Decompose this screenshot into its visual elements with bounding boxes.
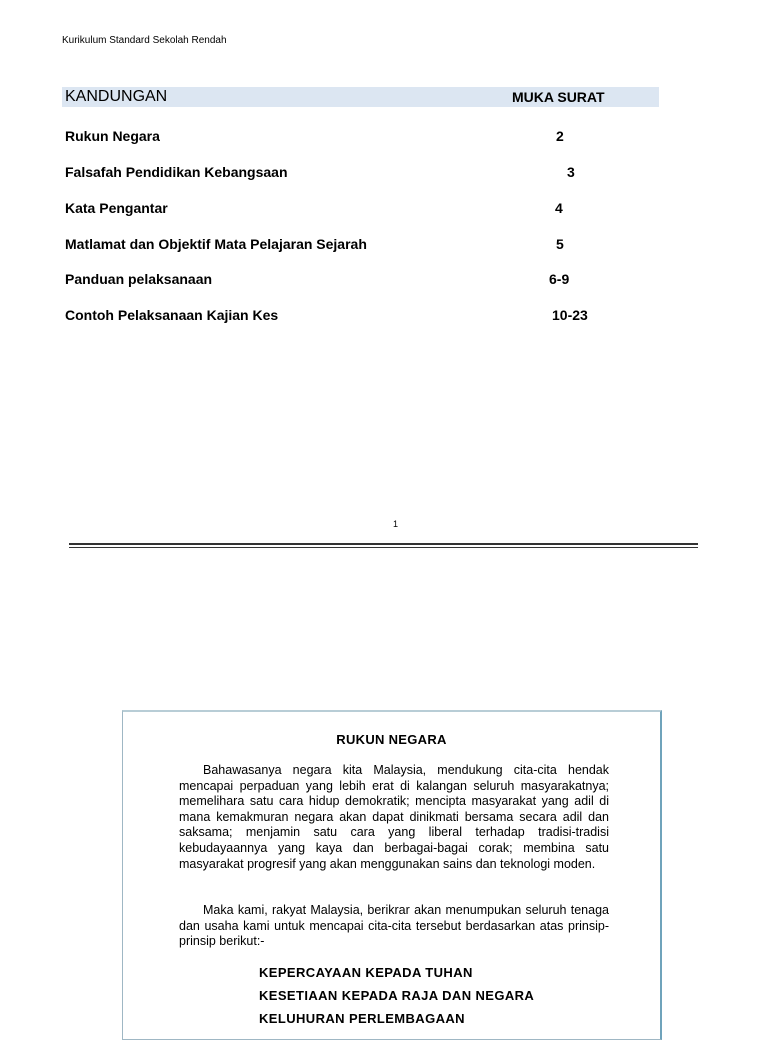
toc-entry-title: Panduan pelaksanaan — [65, 271, 213, 287]
toc-entry-title: Falsafah Pendidikan Kebangsaan — [65, 164, 288, 180]
toc-entry — [65, 164, 625, 184]
rukun-negara-box — [122, 710, 662, 1040]
principle-item: KEPERCAYAAN KEPADA TUHAN — [259, 965, 473, 980]
toc-entry-page: 6-9 — [549, 271, 570, 287]
toc-entry-page: 5 — [556, 236, 564, 252]
toc-entry — [65, 271, 625, 291]
page-divider-thin — [69, 547, 698, 548]
toc-entry — [65, 128, 625, 148]
toc-entry-page: 10-23 — [552, 307, 588, 323]
toc-entry-title: Kata Pengantar — [65, 200, 168, 216]
toc-title: KANDUNGAN — [65, 88, 168, 105]
toc-header-bar — [62, 87, 659, 107]
rukun-negara-title: RUKUN NEGARA — [336, 732, 447, 747]
page-number: 1 — [393, 519, 399, 529]
principle-item: KESETIAAN KEPADA RAJA DAN NEGARA — [259, 988, 535, 1003]
toc-entry-page: 4 — [555, 200, 563, 216]
rukun-paragraph-1: Bahawasanya negara kita Malaysia, mendukung cita-cita hendak mencapai perpaduan yang lebih erat di kalangan seluruh masyarakatnya; memelihara satu cara hidup demokratik; mencipta masyarakat yang adil di mana kemakmuran negara akan dapat dinikmati bersama secara adil dan saksama; menjamin satu cara yang liberal terhadap tradisi-tradisi kebudayaannya yang kaya dan berbagai-bagai corak; membina satu masyarakat progresif yang akan menggunakan sains dan teknologi moden. — [179, 763, 609, 871]
toc-entry-page: 3 — [567, 164, 575, 180]
toc-entry — [65, 307, 625, 327]
toc-page-column-title: MUKA SURAT — [512, 89, 605, 105]
page-divider — [69, 543, 698, 545]
rukun-paragraph-2: Maka kami, rakyat Malaysia, berikrar akan menumpukan seluruh tenaga dan usaha kami untuk mencapai cita-cita tersebut berdasarkan atas prinsip-prinsip berikut:- — [179, 903, 609, 949]
toc-entry-title: Contoh Pelaksanaan Kajian Kes — [65, 307, 279, 323]
toc-entry-title: Matlamat dan Objektif Mata Pelajaran Sejarah — [65, 236, 367, 252]
toc-entry-page: 2 — [556, 128, 564, 144]
running-header: Kurikulum Standard Sekolah Rendah — [62, 35, 227, 46]
principle-item: KELUHURAN PERLEMBAGAAN — [259, 1011, 465, 1026]
toc-entry — [65, 200, 625, 220]
toc-entry-title: Rukun Negara — [65, 128, 160, 144]
toc-entry — [65, 236, 625, 256]
